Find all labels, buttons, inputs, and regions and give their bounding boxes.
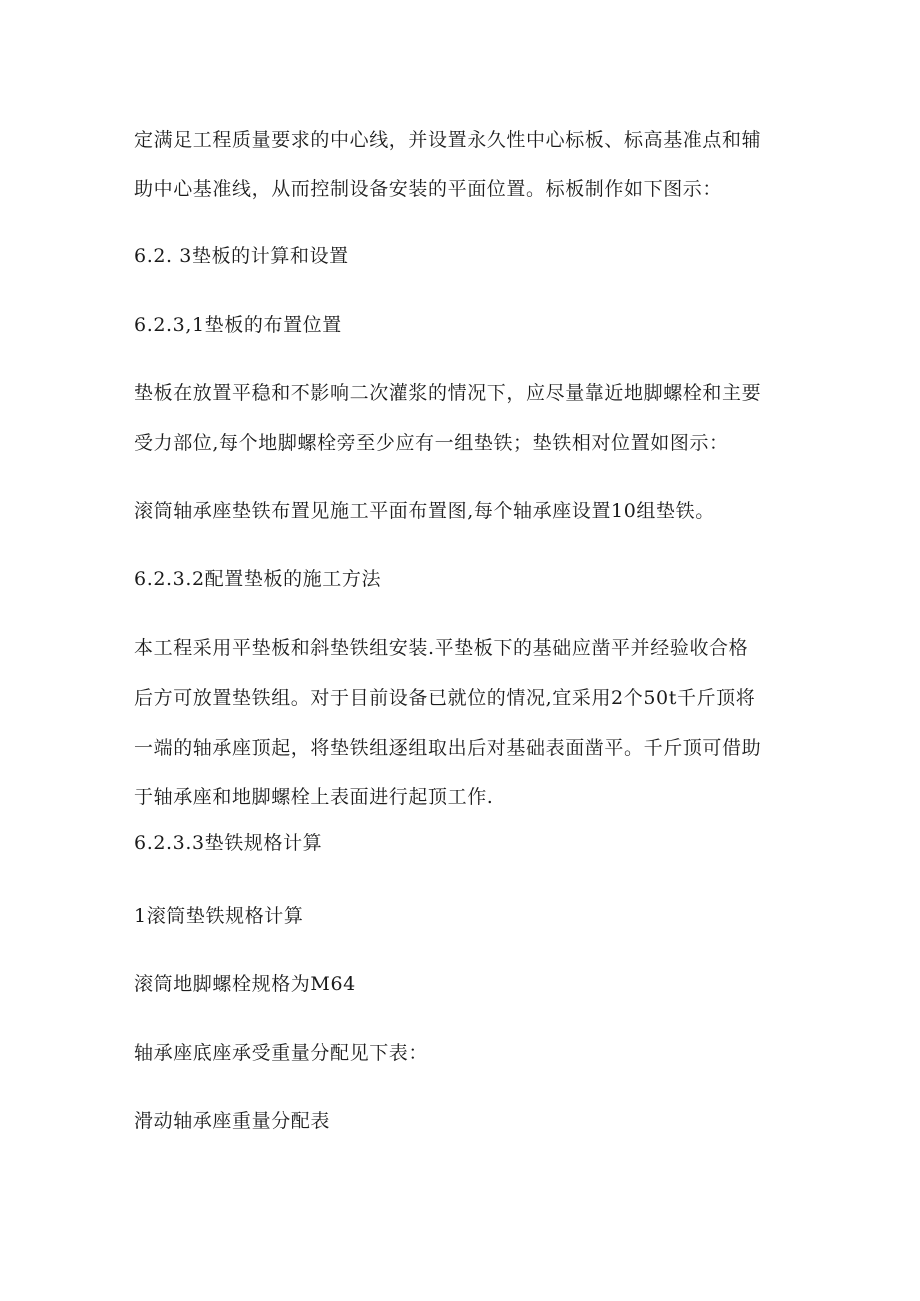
- section-heading: 6.2. 3垫板的计算和设置: [134, 245, 349, 267]
- paragraph-line: 轴承座底座承受重量分配见下表：: [134, 1042, 429, 1064]
- paragraph-line: 滚筒地脚螺栓规格为M64: [134, 973, 356, 995]
- paragraph-line: 受力部位,每个地脚螺栓旁至少应有一组垫铁；垫铁相对位置如图示：: [134, 432, 729, 454]
- table-caption: 滑动轴承座重量分配表: [134, 1110, 331, 1132]
- paragraph-line: 助中心基准线，从而控制设备安装的平面位置。标板制作如下图示：: [134, 178, 723, 200]
- paragraph-line: 于轴承座和地脚螺栓上表面进行起顶工作.: [134, 786, 494, 808]
- section-heading: 6.2.3.3垫铁规格计算: [134, 832, 323, 854]
- subsection-heading: 1滚筒垫铁规格计算: [134, 905, 304, 927]
- paragraph-line: 垫板在放置平稳和不影响二次灌浆的情况下，应尽量靠近地脚螺栓和主要: [134, 382, 762, 404]
- paragraph-line: 本工程采用平垫板和斜垫铁组安装.平垫板下的基础应凿平并经验收合格: [134, 637, 749, 659]
- section-heading: 6.2.3.2配置垫板的施工方法: [134, 568, 382, 590]
- section-heading: 6.2.3,1垫板的布置位置: [134, 314, 342, 336]
- paragraph-line: 一端的轴承座顶起，将垫铁组逐组取出后对基础表面凿平。千斤顶可借助: [134, 737, 762, 759]
- paragraph-line: 滚筒轴承座垫铁布置见施工平面布置图,每个轴承座设置10组垫铁。: [134, 500, 715, 522]
- paragraph-line: 定满足工程质量要求的中心线，并设置永久性中心标板、标高基准点和辅: [134, 129, 762, 151]
- paragraph-line: 后方可放置垫铁组。对于目前设备已就位的情况,宜采用2个50t千斤顶将: [134, 687, 756, 709]
